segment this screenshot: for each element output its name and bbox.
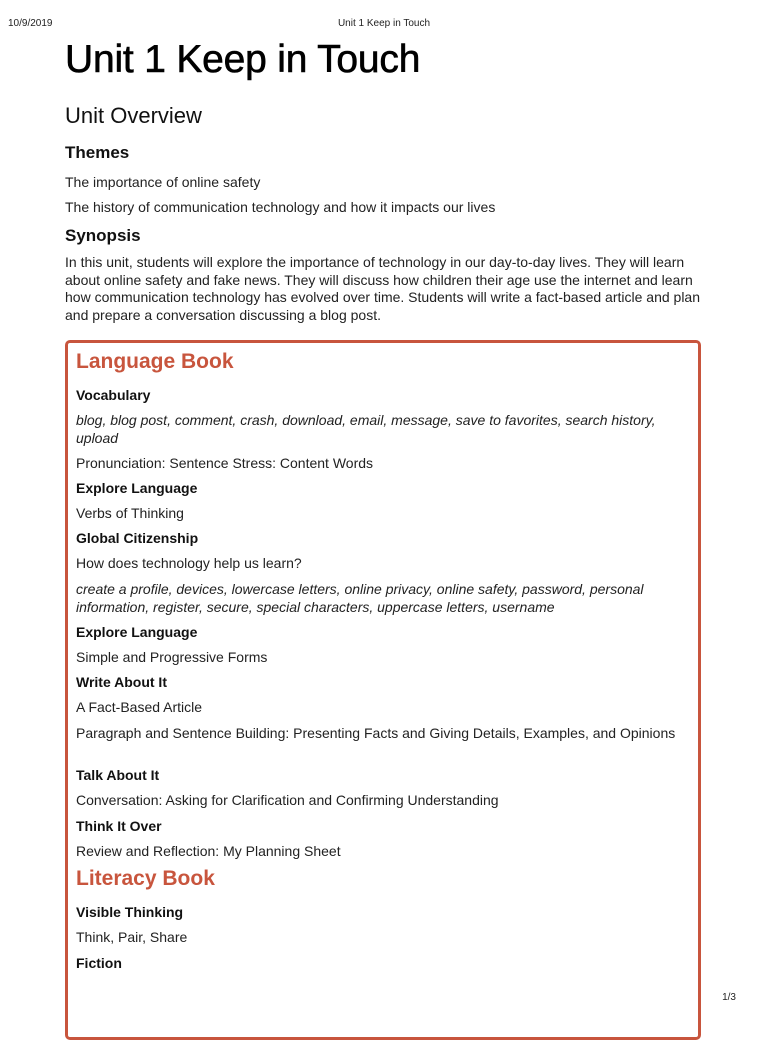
explore-language-text: Simple and Progressive Forms [76, 649, 268, 665]
print-page-number: 1/3 [722, 992, 736, 1003]
books-panel [65, 340, 701, 1040]
synopsis-text: In this unit, students will explore the importance of technology in our day-to-day lives. They will learn about online safety and fake news. They will discuss how children their age use the internet and learn how communication technology has evolved over time. Students will write a fact-based article and plan and prepare a conversation discussing a blog post. [65, 254, 700, 323]
page-title: Unit 1 Keep in Touch [65, 38, 421, 81]
global-citizenship-label: Global Citizenship [76, 530, 199, 546]
print-date: 10/9/2019 [8, 18, 53, 29]
literacy-book-title: Literacy Book [76, 867, 215, 890]
global-citizenship-words: create a profile, devices, lowercase letters, online privacy, online safety, password, personal information, register, secure, special characters, uppercase letters, username [76, 581, 644, 615]
explore-language-label: Explore Language [76, 624, 198, 640]
visible-thinking-text: Think, Pair, Share [76, 929, 188, 945]
talk-about-it-text: Conversation: Asking for Clarification and Confirming Understanding [76, 792, 499, 808]
explore-language-label: Explore Language [76, 480, 198, 496]
fiction-label: Fiction [76, 955, 122, 971]
explore-language-text: Verbs of Thinking [76, 505, 184, 521]
talk-about-it-label: Talk About It [76, 767, 160, 783]
synopsis-heading: Synopsis [65, 226, 141, 245]
print-header [0, 0, 768, 29]
themes-heading: Themes [65, 143, 130, 162]
unit-overview-heading: Unit Overview [65, 103, 202, 128]
vocabulary-label: Vocabulary [76, 387, 151, 403]
print-title: Unit 1 Keep in Touch [337, 18, 431, 29]
think-it-over-label: Think It Over [76, 818, 162, 834]
theme-item: The history of communication technology and how it impacts our lives [65, 199, 496, 215]
paragraph-building-text: Paragraph and Sentence Building: Presenting Facts and Giving Details, Examples, and Opinions [76, 725, 676, 741]
visible-thinking-label: Visible Thinking [76, 904, 184, 920]
write-about-it-text: A Fact-Based Article [76, 699, 203, 715]
language-book-title: Language Book [76, 350, 234, 373]
think-it-over-text: Review and Reflection: My Planning Sheet [76, 843, 341, 859]
write-about-it-label: Write About It [76, 674, 167, 690]
pronunciation-text: Pronunciation: Sentence Stress: Content Words [76, 455, 374, 471]
global-citizenship-question: How does technology help us learn? [76, 555, 302, 571]
vocabulary-words: blog, blog post, comment, crash, download, email, message, save to favorites, search history, upload [76, 412, 656, 446]
theme-item: The importance of online safety [65, 174, 261, 190]
